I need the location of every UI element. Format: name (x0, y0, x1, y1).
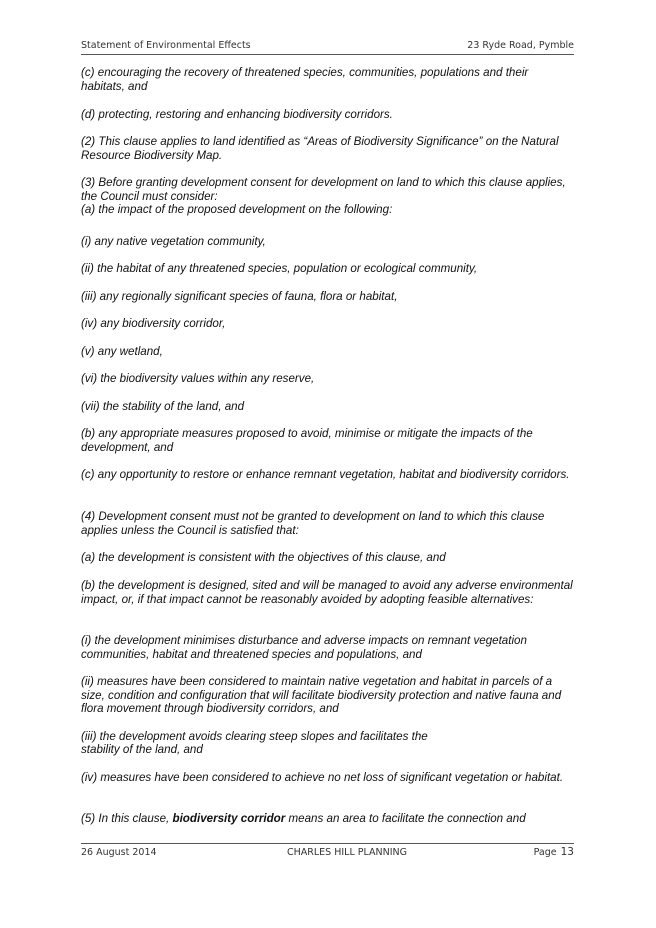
paragraph-iii-continuation: stability of the land, and (81, 743, 203, 756)
page-header (81, 40, 574, 53)
footer-page-number: 13 (560, 846, 574, 858)
paragraph-i-vegetation: (i) any native vegetation community, (81, 235, 266, 248)
paragraph-i-minimises: (i) the development minimises disturbance and adverse impacts on remnant vegetation communities, habitat and threatened species and populations, and (81, 634, 527, 661)
paragraph-iv-corridor: (iv) any biodiversity corridor, (81, 317, 226, 330)
paragraph-v-wetland: (v) any wetland, (81, 345, 163, 358)
paragraph-b-designed: (b) the development is designed, sited and will be managed to avoid any adverse environmental impact, or, if that impact cannot be reasonably avoided by adopting feasible alternatives: (81, 579, 573, 606)
paragraph-c-recovery: (c) encouraging the recovery of threatened species, communities, populations and their habitats, and (81, 66, 529, 93)
paragraph-a-consistent: (a) the development is consistent with the objectives of this clause, and (81, 551, 446, 564)
paragraph-2-applies: (2) This clause applies to land identified as “Areas of Biodiversity Significance” on the Natural Resource Biodiversity Map. (81, 135, 559, 162)
paragraph-iii-steep-slopes: (iii) the development avoids clearing steep slopes and facilitates the (81, 730, 428, 743)
footer-page (534, 846, 574, 858)
definition-text: means an area to facilitate the connection and (285, 812, 526, 825)
paragraph-c-restore: (c) any opportunity to restore or enhance remnant vegetation, habitat and biodiversity corridors. (81, 468, 570, 481)
paragraph-d-corridors: (d) protecting, restoring and enhancing biodiversity corridors. (81, 108, 393, 121)
footer-divider (81, 843, 574, 844)
paragraph-ii-habitat: (ii) the habitat of any threatened species, population or ecological community, (81, 262, 478, 275)
header-site-address: 23 Ryde Road, Pymble (467, 40, 574, 51)
paragraph-b-measures: (b) any appropriate measures proposed to avoid, minimise or mitigate the impacts of the development, and (81, 427, 533, 454)
paragraph-5-definition (81, 812, 575, 826)
paragraph-3a-impact: (a) the impact of the proposed development on the following: (81, 203, 393, 216)
page-footer (81, 847, 574, 861)
paragraph-4-not-granted: (4) Development consent must not be granted to development on land to which this clause applies unless the Council is satisfied that: (81, 510, 545, 537)
paragraph-ii-maintain: (ii) measures have been considered to maintain native vegetation and habitat in parcels of a size, condition and configuration that will facilitate biodiversity protection and native fauna and flora movement through biodiversity corridors, and (81, 675, 562, 716)
defined-term: biodiversity corridor (172, 812, 286, 825)
paragraph-iv-no-net-loss: (iv) measures have been considered to achieve no net loss of significant vegetation or habitat. (81, 771, 564, 784)
header-divider (81, 54, 574, 55)
paragraph-iii-species: (iii) any regionally significant species of fauna, flora or habitat, (81, 290, 398, 303)
footer-company: CHARLES HILL PLANNING (287, 847, 407, 858)
footer-date: 26 August 2014 (81, 847, 157, 858)
footer-page-label: Page (533, 847, 557, 858)
paragraph-3-consent: (3) Before granting development consent for development on land to which this clause applies, the Council must consider: (81, 176, 566, 203)
definition-lead-text: (5) In this clause, (81, 812, 173, 825)
paragraph-vi-reserve: (vi) the biodiversity values within any reserve, (81, 372, 315, 385)
paragraph-vii-stability: (vii) the stability of the land, and (81, 400, 245, 413)
header-document-title: Statement of Environmental Effects (81, 40, 251, 51)
